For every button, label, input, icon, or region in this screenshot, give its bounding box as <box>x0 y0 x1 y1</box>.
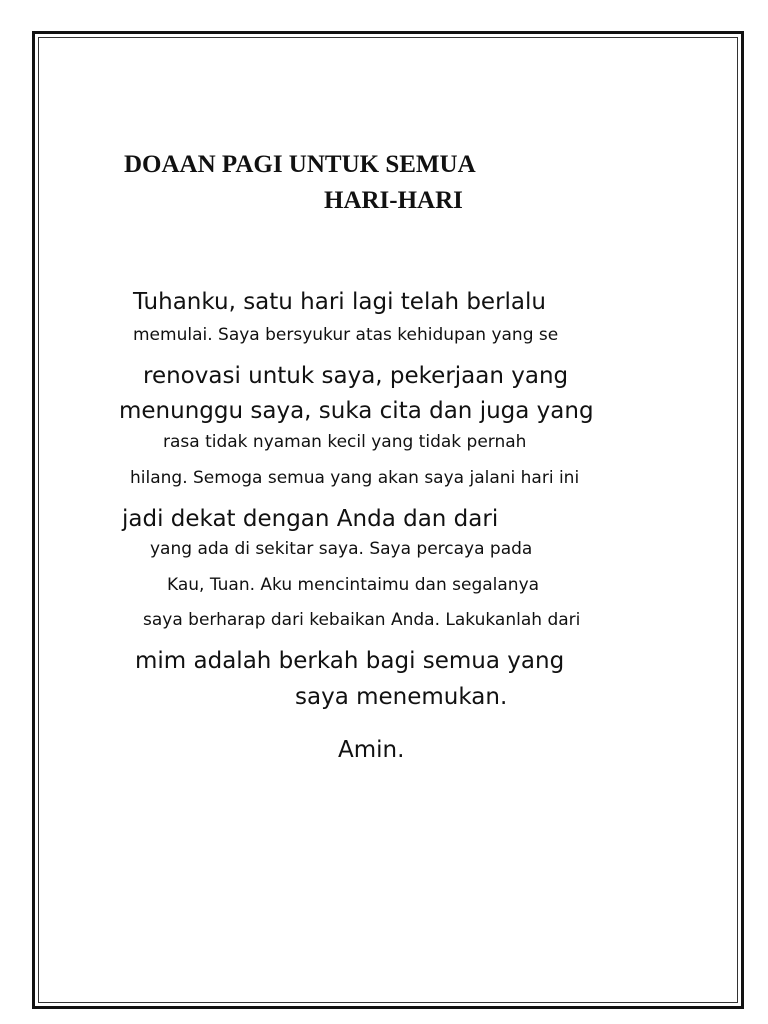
body-line: renovasi untuk saya, pekerjaan yang <box>143 363 569 389</box>
body-line: memulai. Saya bersyukur atas kehidupan yang se <box>133 325 559 345</box>
body-line: jadi dekat dengan Anda dan dari <box>122 506 499 532</box>
body-line: hilang. Semoga semua yang akan saya jalani hari ini <box>130 468 580 488</box>
closing-amen: Amin. <box>338 737 405 763</box>
body-line: saya berharap dari kebaikan Anda. Lakukanlah dari <box>143 610 581 630</box>
title-line-2: HARI-HARI <box>324 187 463 214</box>
body-line: Tuhanku, satu hari lagi telah berlalu <box>133 289 546 315</box>
title-line-1: DOAAN PAGI UNTUK SEMUA <box>124 151 476 178</box>
body-line: saya menemukan. <box>295 684 508 710</box>
body-line: mim adalah berkah bagi semua yang <box>135 648 565 674</box>
body-line: yang ada di sekitar saya. Saya percaya pada <box>150 539 533 559</box>
body-line: rasa tidak nyaman kecil yang tidak pernah <box>163 432 527 452</box>
body-line: menunggu saya, suka cita dan juga yang <box>119 398 594 424</box>
body-line: Kau, Tuan. Aku mencintaimu dan segalanya <box>167 575 540 595</box>
